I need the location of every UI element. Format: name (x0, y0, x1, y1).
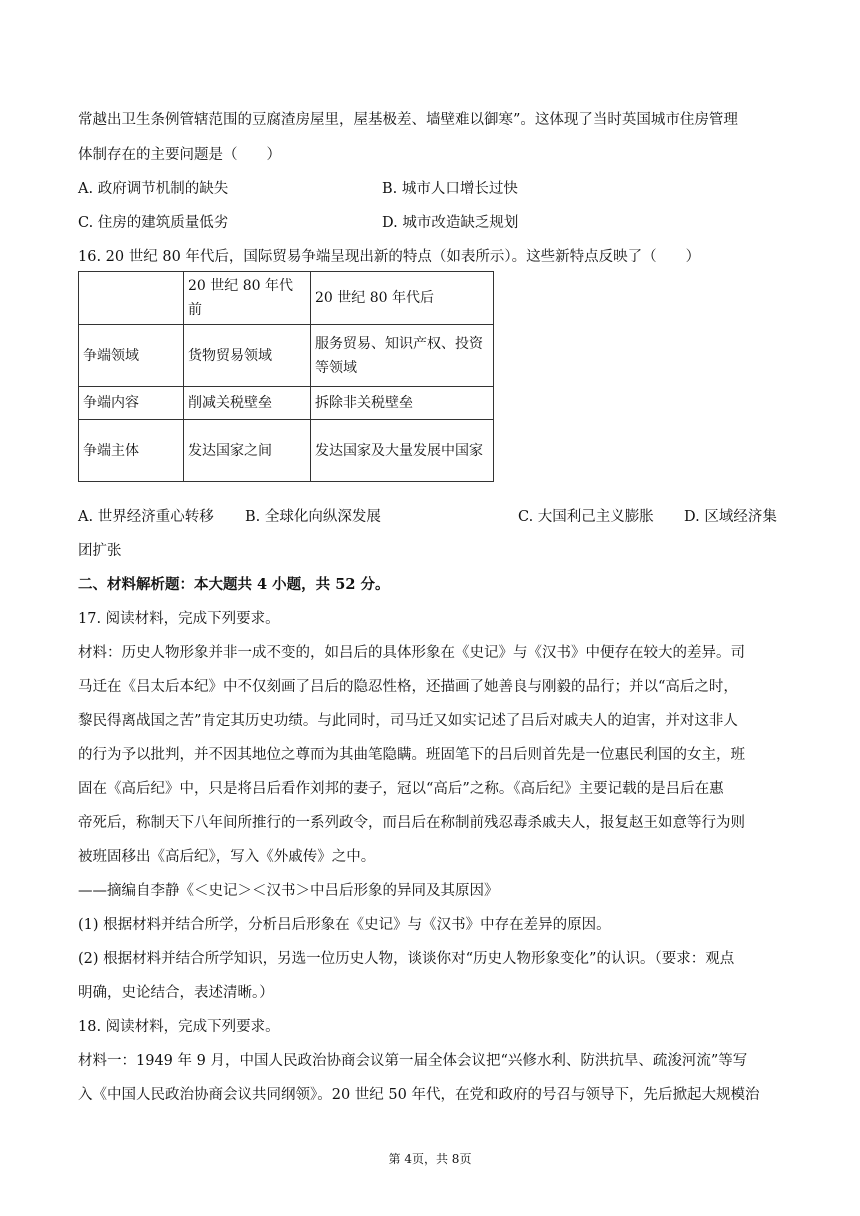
q16-option-b: B. 全球化向纵深发展 (245, 509, 381, 525)
q16-option-d-wrap: 团扩张 (78, 543, 122, 559)
q17-material-line: 的行为予以批判，并不因其地位之尊而为其曲笔隐瞒。班固笔下的吕后则首先是一位惠民利国的女主，班 (78, 747, 745, 763)
table-cell: 发达国家之间 (184, 420, 311, 482)
table-header-row (79, 272, 494, 325)
table-cell: 拆除非关税壁垒 (311, 387, 494, 420)
q18-material-line: 入《中国人民政治协商会议共同纲领》。20 世纪 50 年代，在党和政府的号召与领导下，先后掀起大规模治 (78, 1087, 760, 1103)
q18-stem: 18. 阅读材料，完成下列要求。 (78, 1019, 280, 1035)
q16-option-a: A. 世界经济重心转移 (78, 509, 214, 525)
q17-material-line: 被班固移出《高后纪》，写入《外戚传》之中。 (78, 849, 376, 865)
q17-material-line: 黎民得离战国之苦”肯定其历史功绩。与此同时，司马迁又如实记述了吕后对戚夫人的迫害，并对这非人 (78, 713, 738, 729)
q17-requirement-2-cont: 明确，史论结合，表述清晰。） (78, 985, 274, 1001)
q16-table (78, 271, 494, 482)
q16-option-c: C. 大国利己主义膨胀 (518, 509, 654, 525)
table-cell: 争端领域 (79, 325, 184, 387)
q15-option-a: A. 政府调节机制的缺失 (78, 181, 229, 197)
table-row (79, 325, 494, 387)
section-heading: 二、材料解析题：本大题共 4 小题，共 52 分。 (78, 576, 390, 593)
q18-material-line: 材料一：1949 年 9 月，中国人民政治协商会议第一届全体会议把“兴修水利、防洪抗旱、疏浚河流”等写 (78, 1053, 748, 1069)
q17-material-line: 材料：历史人物形象并非一成不变的，如吕后的具体形象在《史记》与《汉书》中便存在较大的差异。司 (78, 645, 745, 661)
q17-material-line: 固在《高后纪》中，只是将吕后看作刘邦的妻子，冠以“高后”之称。《高后纪》主要记载的是吕后在惠 (78, 781, 724, 797)
q15-option-c: C. 住房的建筑质量低劣 (78, 215, 229, 231)
table-cell: 削减关税壁垒 (184, 387, 311, 420)
q15-option-b: B. 城市人口增长过快 (382, 181, 518, 197)
table-header-cell: 20 世纪 80 年代后 (311, 272, 494, 325)
table-row (79, 387, 494, 420)
table-cell: 货物贸易领域 (184, 325, 311, 387)
q16-option-d: D. 区域经济集 (684, 509, 777, 525)
q17-requirement-1: (1) 根据材料并结合所学，分析吕后形象在《史记》与《汉书》中存在差异的原因。 (78, 917, 611, 933)
table-cell: 争端内容 (79, 387, 184, 420)
table-header-cell (79, 272, 184, 325)
q17-source: ——摘编自李静《＜史记＞＜汉书＞中吕后形象的异同及其原因》 (78, 883, 499, 899)
q17-stem: 17. 阅读材料，完成下列要求。 (78, 611, 280, 627)
page-number: 第 4页，共 8页 (388, 1152, 472, 1166)
q15-text-line-2: 体制存在的主要问题是（ ） (78, 147, 281, 163)
q15-text-line-1: 常越出卫生条例管辖范围的豆腐渣房屋里，屋基极差、墙壁难以御寒”。这体现了当时英国城市住房管理 (78, 112, 738, 128)
table-cell: 服务贸易、知识产权、投资等领域 (311, 325, 494, 387)
q16-stem: 16. 20 世纪 80 年代后，国际贸易争端呈现出新的特点（如表所示）。这些新特点反映了（ ） (78, 249, 701, 265)
table-cell: 争端主体 (79, 420, 184, 482)
table-cell: 发达国家及大量发展中国家 (311, 420, 494, 482)
table-row (79, 420, 494, 482)
q17-material-line: 马迁在《吕太后本纪》中不仅刻画了吕后的隐忍性格，还描画了她善良与刚毅的品行；并以“高后之时， (78, 679, 738, 695)
table-header-cell: 20 世纪 80 年代前 (184, 272, 311, 325)
q15-option-d: D. 城市改造缺乏规划 (382, 215, 519, 231)
q17-requirement-2: (2) 根据材料并结合所学知识，另选一位历史人物，谈谈你对“历史人物形象变化”的认识。（要求：观点 (78, 951, 735, 967)
q17-material-line: 帝死后，称制天下八年间所推行的一系列政令，而吕后在称制前残忍毒杀戚夫人，报复赵王如意等行为则 (78, 815, 745, 831)
